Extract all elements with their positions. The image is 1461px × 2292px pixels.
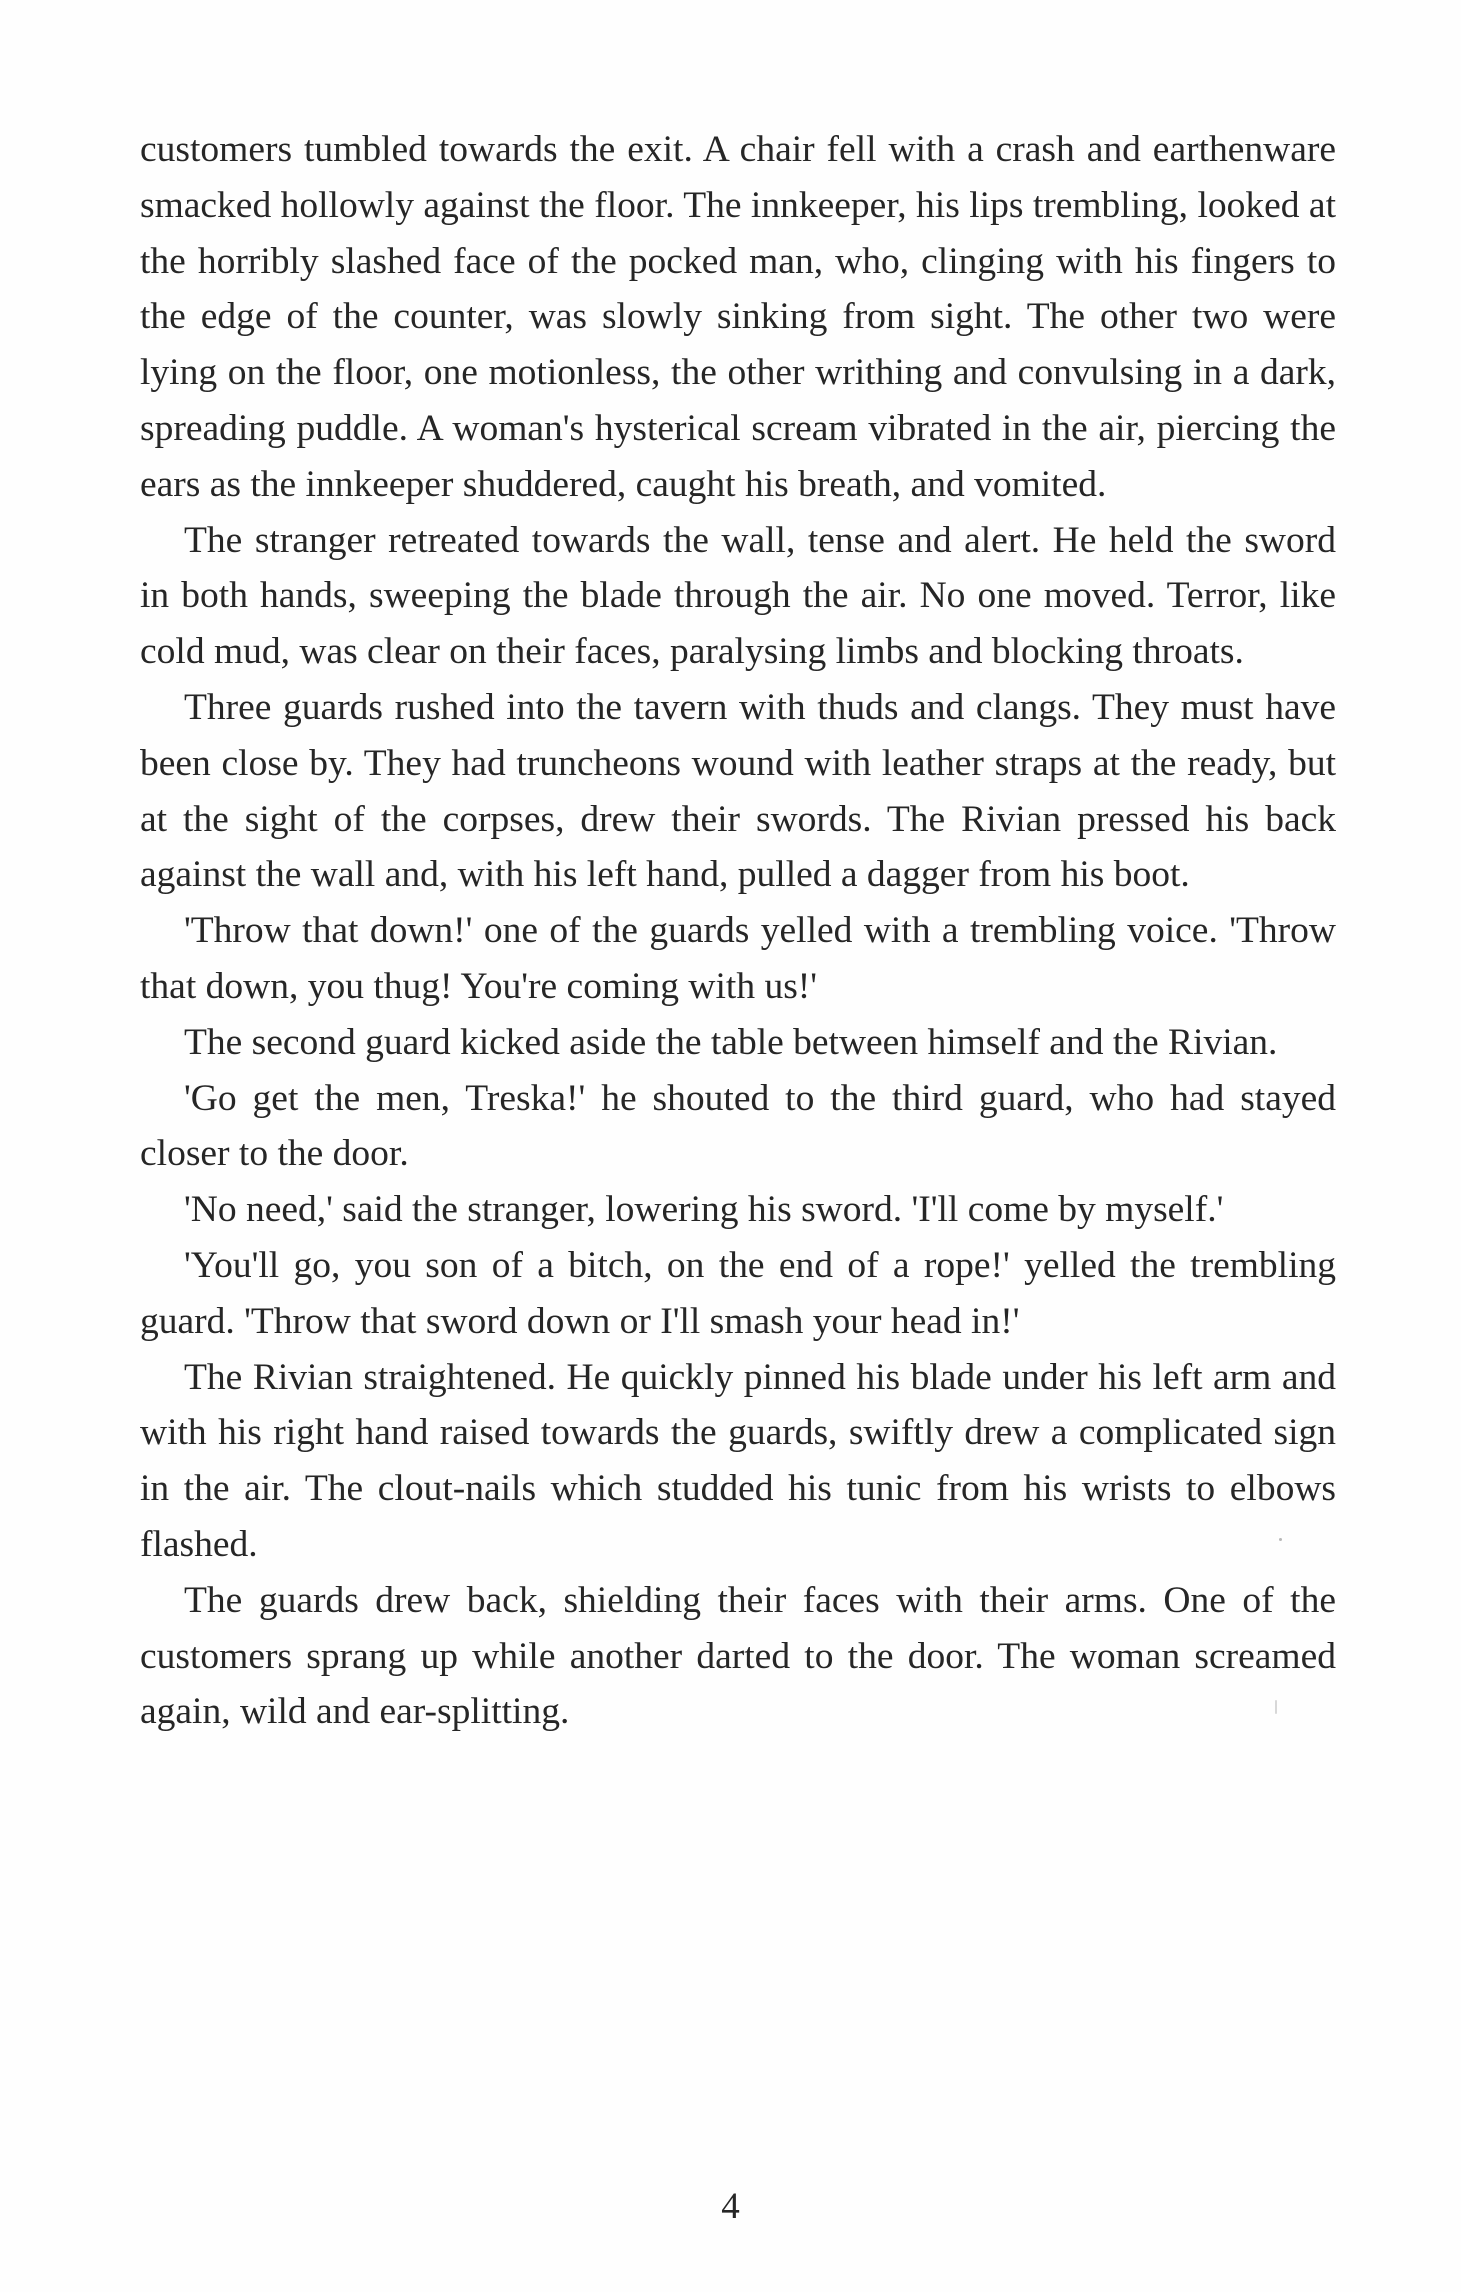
- paragraph: The stranger retreated towards the wall, tense and alert. He held the sword in both hands, sweeping the blade through the air. No one moved. Terror, like cold mud, was clear on their faces, paralysing limbs and blocking throats.: [140, 519, 1336, 673]
- paragraph: 'Throw that down!' one of the guards yelled with a trembling voice. 'Throw that down, you thug! You're coming with us!': [140, 910, 1336, 1007]
- page-number: 4: [721, 2186, 740, 2227]
- paragraph: The guards drew back, shielding their faces with their arms. One of the customers sprang up while another darted to the door. The woman screamed again, wild and ear-splitting.: [140, 1579, 1336, 1733]
- paragraph: The Rivian straightened. He quickly pinned his blade under his left arm and with his right hand raised towards the guards, swiftly drew a complicated sign in the air. The clout-nails which studded his tunic from his wrists to elbows flashed.: [140, 1356, 1336, 1565]
- paragraph: 'Go get the men, Treska!' he shouted to the third guard, who had stayed closer to the door.: [140, 1077, 1336, 1175]
- paragraph: Three guards rushed into the tavern with thuds and clangs. They must have been close by. They had truncheons wound with leather straps at the ready, but at the sight of the corpses, drew their swords. The Rivian pressed his back against the wall and, with his left hand, pulled a dagger from his boot.: [140, 686, 1336, 896]
- paragraph-continued: customers tumbled towards the exit. A chair fell with a crash and earthenware smacked hollowly against the floor. The innkeeper, his lips trembling, looked at the horribly slashed face of the pocked man, who, clinging with his fingers to the edge of the counter, was slowly sinking from sight. The other two were lying on the floor, one motionless, the other writhing and convulsing in a dark, spreading puddle. A woman's hysterical scream vibrated in the air, piercing the ears as the innkeeper shuddered, caught his breath, and vomited.: [140, 129, 1336, 505]
- body-text: [140, 122, 1336, 1740]
- paragraph: 'You'll go, you son of a bitch, on the end of a rope!' yelled the trembling guard. 'Throw that sword down or I'll smash your head in!': [140, 1244, 1336, 1342]
- paragraph: The second guard kicked aside the table between himself and the Rivian.: [184, 1021, 1278, 1063]
- paper-speck: [1279, 1538, 1282, 1541]
- paragraph: 'No need,' said the stranger, lowering his sword. 'I'll come by myself.': [184, 1189, 1224, 1231]
- paper-speck: [1275, 1700, 1277, 1714]
